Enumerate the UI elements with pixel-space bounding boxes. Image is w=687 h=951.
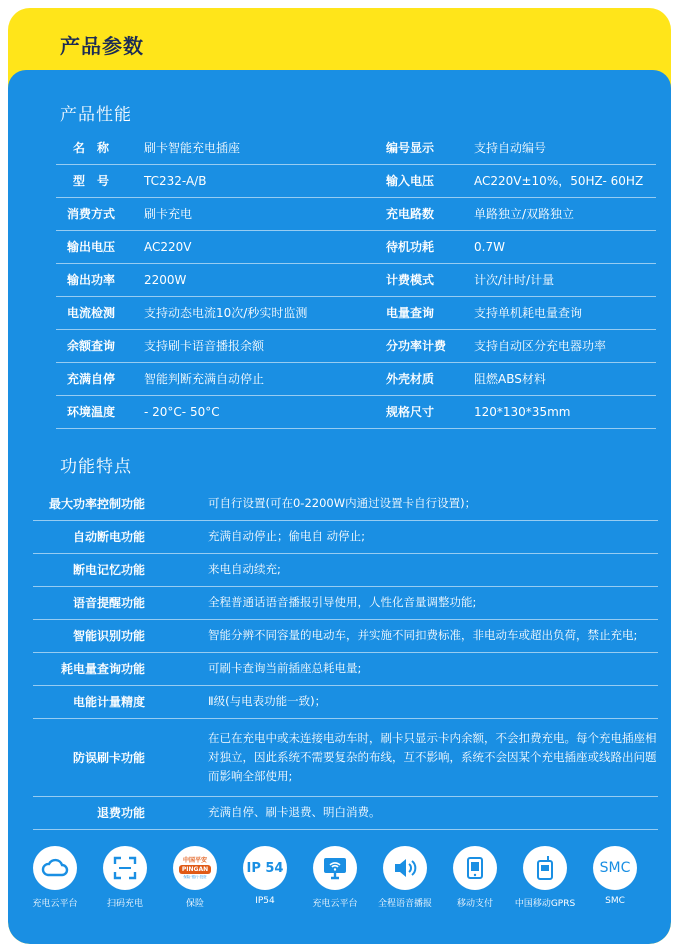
feature-value: 可自行设置(可在0-2200W内通过设置卡自行设置)； xyxy=(208,496,477,510)
performance-row xyxy=(56,396,656,429)
param-value: 刷卡智能充电插座 xyxy=(144,141,241,155)
feature-label: 电能计量精度 xyxy=(72,695,145,709)
param-label: 余额查询 xyxy=(66,339,115,353)
performance-row xyxy=(56,264,656,297)
icon-label: 全程语音播报 xyxy=(377,899,432,909)
feature-value: 可刷卡查询当前插座总耗电量; xyxy=(208,661,362,675)
param-value: 计次/计时/计量 xyxy=(474,273,555,287)
feature-row xyxy=(33,587,658,620)
param-label: 电量查询 xyxy=(386,306,435,320)
speaker-icon xyxy=(383,846,427,890)
param-label: 名 称 xyxy=(72,141,109,155)
param-label: 环境温度 xyxy=(66,405,115,419)
feature-row xyxy=(33,620,658,653)
param-label: 充电路数 xyxy=(386,207,435,221)
param-label: 输出电压 xyxy=(66,240,115,254)
feature-value: 在已在充电中或未连接电动车时，刷卡只显示卡内余额，不会扣费充电。每个充电插座相对独立，因此系统不需要复杂的布线，互不影响，系统不会因某个充电插座或线路出问题而影响全部使用; xyxy=(208,731,657,783)
icon-label: SMC xyxy=(605,896,625,906)
feature-value: 充满自停、刷卡退费、明白消费。 xyxy=(208,805,381,819)
performance-row xyxy=(56,330,656,363)
icon-item xyxy=(22,846,88,909)
gprs-icon xyxy=(523,846,567,890)
param-label: 计费模式 xyxy=(386,273,435,287)
feature-label: 最大功率控制功能 xyxy=(48,497,145,511)
icon-label: 移动支付 xyxy=(456,899,493,909)
param-value: 支持单机耗电量查询 xyxy=(474,306,583,320)
param-value: AC220V xyxy=(144,240,192,254)
monitor-wifi-icon xyxy=(313,846,357,890)
feature-label: 智能识别功能 xyxy=(72,629,145,643)
param-label: 充满自停 xyxy=(66,372,115,386)
content-panel xyxy=(8,70,671,944)
performance-row xyxy=(56,363,656,396)
performance-title: 产品性能 xyxy=(60,105,132,125)
param-value: 阻燃ABS材料 xyxy=(474,372,546,386)
param-label: 外壳材质 xyxy=(386,372,435,386)
param-label: 分功率计费 xyxy=(386,339,447,353)
feature-value: 全程普通话语音播报引导使用，人性化音量调整功能; xyxy=(208,595,477,609)
param-label: 电流检测 xyxy=(66,306,115,320)
icon-item xyxy=(232,846,298,906)
feature-row xyxy=(33,653,658,686)
feature-row xyxy=(33,686,658,719)
feature-row xyxy=(33,719,658,797)
param-label: 待机功耗 xyxy=(386,240,435,254)
param-value: 120*130*35mm xyxy=(474,405,571,419)
smc-icon: SMC xyxy=(593,846,637,890)
feature-label: 断电记忆功能 xyxy=(72,563,145,577)
feature-row xyxy=(33,488,658,521)
icon-label: 扫码充电 xyxy=(106,899,143,909)
icon-item xyxy=(162,846,228,909)
feature-label: 防误刷卡功能 xyxy=(72,750,145,765)
param-label: 编号显示 xyxy=(386,141,435,155)
feature-label: 耗电量查询功能 xyxy=(60,662,145,676)
ip54-icon: IP 54 xyxy=(243,846,287,890)
param-label: 输出功率 xyxy=(66,273,115,287)
param-value: 2200W xyxy=(144,273,187,287)
feature-value: Ⅱ级(与电表功能一致)； xyxy=(208,694,327,708)
performance-row xyxy=(56,132,656,165)
param-label: 输入电压 xyxy=(386,174,435,188)
icon-item xyxy=(92,846,158,909)
params-card xyxy=(8,8,671,944)
feature-value: 智能分辨不同容量的电动车，并实施不同扣费标准，非电动车或超出负荷，禁止充电; xyxy=(208,628,638,642)
feature-label: 自动断电功能 xyxy=(72,530,145,544)
param-value: 支持自动编号 xyxy=(474,141,547,155)
icon-item xyxy=(372,846,438,909)
mobile-pay-icon xyxy=(453,846,497,890)
pingan-logo-icon: 中国平安 PINGAN 保险·银行·投资 xyxy=(173,846,217,890)
param-label: 型 号 xyxy=(72,174,109,188)
param-value: TC232-A/B xyxy=(144,174,207,188)
icon-item xyxy=(442,846,508,909)
icon-item xyxy=(302,846,368,909)
icon-item xyxy=(512,846,578,909)
features-title: 功能特点 xyxy=(60,457,132,477)
param-value: - 20°C- 50°C xyxy=(144,405,220,419)
param-value: 支持自动区分充电器功率 xyxy=(474,339,607,353)
icon-label: 充电云平台 xyxy=(32,899,78,909)
param-value: 0.7W xyxy=(474,240,505,254)
performance-row xyxy=(56,297,656,330)
param-value: 单路独立/双路独立 xyxy=(474,207,575,221)
feature-value: 来电自动续充; xyxy=(208,562,281,576)
performance-row xyxy=(56,198,656,231)
param-value: 支持动态电流10次/秒实时监测 xyxy=(144,306,308,320)
param-value: 刷卡充电 xyxy=(144,207,193,221)
performance-row xyxy=(56,165,656,198)
icon-label: 保险 xyxy=(185,899,204,909)
icon-label: IP54 xyxy=(255,896,275,906)
performance-row xyxy=(56,231,656,264)
feature-icons xyxy=(22,846,664,936)
cloud-icon xyxy=(33,846,77,890)
icon-item xyxy=(582,846,648,906)
icon-label: 充电云平台 xyxy=(312,899,358,909)
feature-label: 语音提醒功能 xyxy=(72,596,145,610)
feature-row xyxy=(33,521,658,554)
feature-label: 退费功能 xyxy=(96,806,145,820)
feature-row xyxy=(33,554,658,587)
param-label: 消费方式 xyxy=(66,207,115,221)
param-value: AC220V±10%，50HZ- 60HZ xyxy=(474,174,644,188)
scan-icon xyxy=(103,846,147,890)
page-title: 产品参数 xyxy=(60,34,144,58)
param-value: 智能判断充满自动停止 xyxy=(144,372,265,386)
icon-label: 中国移动GPRS xyxy=(514,899,576,909)
param-value: 支持刷卡语音播报余额 xyxy=(144,339,265,353)
feature-row xyxy=(33,797,658,830)
feature-value: 充满自动停止；偷电自 动停止; xyxy=(208,529,366,543)
param-label: 规格尺寸 xyxy=(386,405,435,419)
